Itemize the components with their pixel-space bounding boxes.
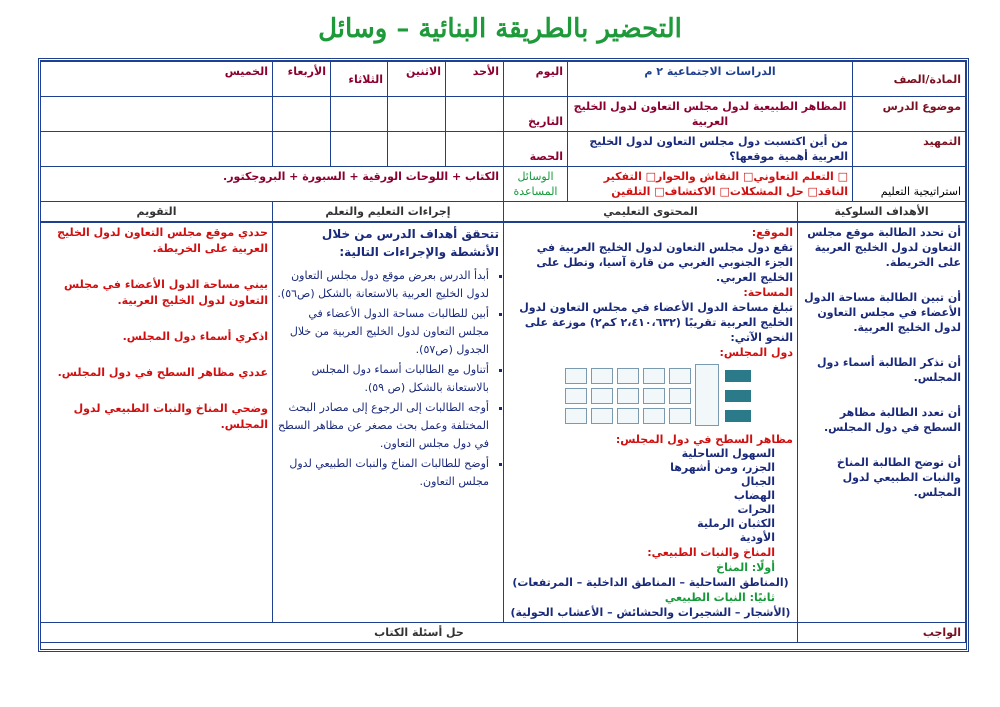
diagram-box <box>695 364 719 426</box>
countries-diagram-image <box>551 364 751 428</box>
climate-first: أولًا: المناخ <box>716 561 775 574</box>
topic-label: موضوع الدرس <box>853 97 966 132</box>
content-cell <box>503 222 797 623</box>
page-title: التحضير بالطريقة البنائية – وسائل <box>318 14 682 44</box>
surface-item: الكثبان الرملية <box>697 517 775 530</box>
objectives-header: الأهداف السلوكية <box>798 202 966 223</box>
aids-label: الوسائل المساعدة <box>503 167 567 202</box>
day-wednesday: الأربعاء <box>272 62 330 97</box>
homework-value: حل أسئلة الكتاب <box>40 623 797 643</box>
surface-item: الجبال <box>741 475 775 488</box>
surface-title: مظاهر السطح في دول المجلس: <box>615 433 793 446</box>
body-row <box>40 222 965 623</box>
area-title: المساحة: <box>743 286 793 299</box>
diagram-box <box>591 368 613 384</box>
diagram-box <box>565 368 587 384</box>
diagram-box <box>565 388 587 404</box>
evaluation-item: اذكري أسماء دول المجلس. <box>122 330 268 343</box>
columns-header-row <box>40 202 965 223</box>
subject-label: المادة/الصف <box>853 62 966 97</box>
evaluation-item: حددي موقع مجلس التعاون لدول الخليج العربية على الخريطة. <box>57 226 268 255</box>
diagram-box <box>591 388 613 404</box>
diagram-box <box>643 408 665 424</box>
objective-1: أن تحدد الطالبة موقع مجلس التعاون لدول الخليج العربية على الخريطة. <box>807 226 961 269</box>
date-cell-5 <box>40 97 272 132</box>
procedure-item: ▪ أبدأ الدرس بعرض موقع دول مجلس التعاون لدول الخليج العربية بالاستعانة بالشكل (ص٥٦). <box>277 267 489 303</box>
diagram-box <box>669 408 691 424</box>
date-cell-2 <box>387 97 445 132</box>
diagram-box <box>617 388 639 404</box>
evaluation-cell <box>40 222 272 623</box>
procedure-item: ▪ أوضح للطالبات المناخ والنبات الطبيعي لدول مجلس التعاون. <box>277 455 489 491</box>
intro-label: التمهيد <box>853 132 966 167</box>
strategy-label: استراتيجية التعليم <box>853 167 966 202</box>
diagram-box <box>617 368 639 384</box>
objective-5: أن توضح الطالبة المناخ والنبات الطبيعي لدول المجلس. <box>836 456 961 499</box>
topic-value: المظاهر الطبيعية لدول مجلس التعاون لدول الخليج العربية <box>567 97 852 132</box>
day-tuesday: الثلاثاء <box>330 62 387 97</box>
procedure-item: ▪ أتناول مع الطالبات أسماء دول المجلس بالاستعانة بالشكل (ص ٥٩). <box>277 361 489 397</box>
diagram-tag <box>725 370 751 382</box>
intro-value: من أين اكتسبت دول مجلس التعاون لدول الخليج العربية أهمية موقعها؟ <box>567 132 852 167</box>
homework-label: الواجب <box>798 623 966 643</box>
surface-item: السهول الساحلية <box>681 447 775 460</box>
diagram-box <box>565 408 587 424</box>
subject-row <box>40 62 965 97</box>
procedures-header: إجراءات التعليم والتعلم <box>272 202 503 223</box>
lesson-plan-frame <box>38 58 969 652</box>
objective-3: أن تذكر الطالبة أسماء دول المجلس. <box>817 356 961 384</box>
diagram-box <box>617 408 639 424</box>
period-cell-3 <box>330 132 387 167</box>
objective-2: أن تبين الطالبة مساحة الدول الأعضاء في مجلس التعاون لدول الخليج العربية. <box>804 291 961 334</box>
date-cell-4 <box>272 97 330 132</box>
location-text: تقع دول مجلس التعاون لدول الخليج العربية في الجزء الجنوبي الغربي من قارة آسيا، وتطل على الخليج العربي. <box>536 241 793 284</box>
surface-item: الجزر، ومن أشهرها <box>670 461 775 474</box>
period-cell-2 <box>387 132 445 167</box>
diagram-tag <box>725 390 751 402</box>
strategy-value: □ التعلم التعاوني□ النقاش والحوار□ التفكير الناقد□ حل المشكلات□ الاكتشاف□ التلقين <box>567 167 852 202</box>
diagram-box <box>669 368 691 384</box>
intro-row <box>40 132 965 167</box>
procedures-cell <box>272 222 503 623</box>
climate-second-detail: (الأشجار – الشجيرات والحشائش – الأعشاب الحولية) <box>510 606 791 619</box>
surface-item: الأودية <box>739 531 775 544</box>
objectives-cell <box>798 222 966 623</box>
content-header: المحتوى التعليمي <box>503 202 797 223</box>
period-label: الحصة <box>503 132 567 167</box>
evaluation-item: عددي مظاهر السطح في دول المجلس. <box>57 366 268 379</box>
subject-value: الدراسات الاجتماعية ٢ م <box>567 62 852 97</box>
procedure-item: ▪ أبين للطالبات مساحة الدول الأعضاء في مجلس التعاون لدول الخليج العربية من خلال الجدول (ص٥٧). <box>277 305 489 359</box>
area-text: تبلغ مساحة الدول الأعضاء في مجلس التعاون لدول الخليج العربية تقريبًا (٢،٤١٠،٦٣٢ كم٢) موزعة على النحو الآتي: <box>519 301 793 344</box>
surface-item: الحرات <box>737 503 775 516</box>
topic-row <box>40 97 965 132</box>
lesson-plan-table <box>40 61 966 643</box>
diagram-box <box>669 388 691 404</box>
day-label: اليوم <box>503 62 567 97</box>
period-cell-4 <box>272 132 330 167</box>
diagram-box <box>591 408 613 424</box>
date-label: التاريخ <box>503 97 567 132</box>
diagram-tag <box>725 410 751 422</box>
countries-title: دول المجلس: <box>719 346 793 359</box>
procedure-item: ▪ أوجه الطالبات إلى الرجوع إلى مصادر البحث المختلفة وعمل بحث مصغر عن مظاهر السطح في دول مجلس التعاون. <box>277 399 489 453</box>
day-monday: الاثنين <box>387 62 445 97</box>
date-cell-3 <box>330 97 387 132</box>
procedures-list <box>277 267 499 491</box>
strategy-row <box>40 167 965 202</box>
climate-second: ثانيًا: النبات الطبيعي <box>664 591 775 604</box>
period-cell-5 <box>40 132 272 167</box>
period-cell-1 <box>445 132 503 167</box>
climate-title: المناخ والنبات الطبيعي: <box>647 546 775 559</box>
location-title: الموقع: <box>751 226 793 239</box>
aids-value: الكتاب + اللوحات الورقية + السبورة + البروجكتور. <box>40 167 503 202</box>
date-cell-1 <box>445 97 503 132</box>
procedures-intro: تتحقق أهداف الدرس من خلال الأنشطة والإجراءات التالية: <box>321 227 499 259</box>
climate-first-detail: (المناطق الساحلية – المناطق الداخلية – المرتفعات) <box>512 576 789 589</box>
day-thursday: الخميس <box>40 62 272 97</box>
day-sunday: الأحد <box>445 62 503 97</box>
evaluation-header: التقويم <box>40 202 272 223</box>
homework-row <box>40 623 965 643</box>
surface-item: الهضاب <box>733 489 775 502</box>
diagram-box <box>643 388 665 404</box>
objective-4: أن تعدد الطالبة مظاهر السطح في دول المجلس. <box>823 406 961 434</box>
surface-list <box>508 447 793 545</box>
diagram-box <box>643 368 665 384</box>
evaluation-item: وضحي المناخ والنبات الطبيعي لدول المجلس. <box>73 402 268 431</box>
evaluation-item: بيني مساحة الدول الأعضاء في مجلس التعاون لدول الخليج العربية. <box>64 278 268 307</box>
